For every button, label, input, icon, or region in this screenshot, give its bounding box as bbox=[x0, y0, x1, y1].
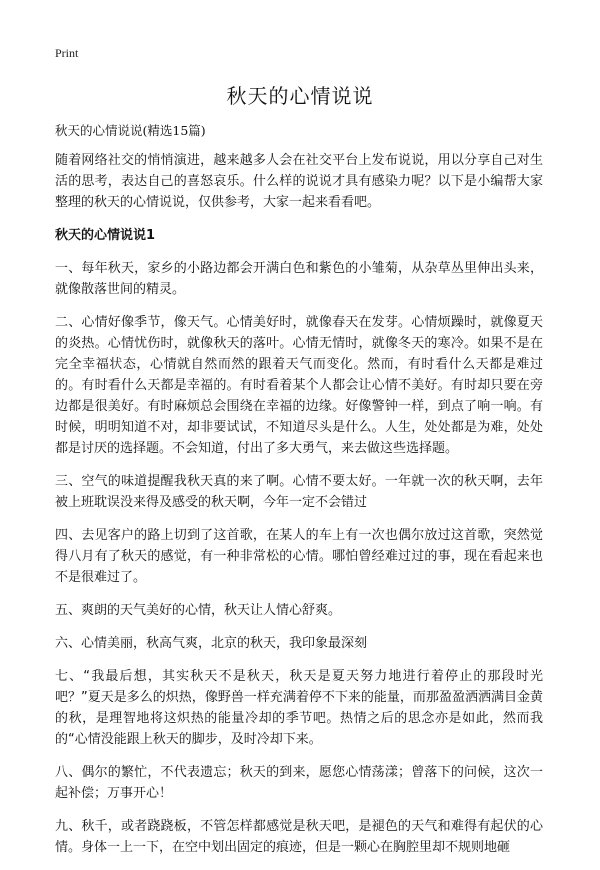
paragraph-1: 一、每年秋天，家乡的小路边都会开满白色和紫色的小雏菊，从杂草丛里伸出头来，就像散落世间的精灵。 bbox=[55, 261, 543, 297]
print-link[interactable]: Print bbox=[55, 46, 79, 60]
paragraph-7: 七、“我最后想，其实秋天不是秋天，秋天是夏天努力地进行着停止的那段时光吧？”夏天是多么的炽热，像野兽一样充满着停不下来的能量，而那盈盈洒洒满目金黄的秋，是理智地将这炽热的能量冷却的季节吧。热情之后的思念亦是如此，然而我的“心情没能跟上秋天的脚步，及时冷却下来。 bbox=[55, 669, 543, 747]
intro-paragraph: 随着网络社交的悄悄演进，越来越多人会在社交平台上发布说说，用以分享自己对生活的思考，表达自己的喜怒哀乐。什么样的说说才具有感染力呢？以下是小编帮大家整理的秋天的心情说说，仅供参考，大家一起来看看吧。 bbox=[55, 153, 543, 210]
page-title: 秋天的心情说说 bbox=[226, 84, 374, 108]
paragraph-6: 六、心情美丽，秋高气爽，北京的秋天，我印象最深刻 bbox=[55, 636, 368, 651]
paragraph-8: 八、偶尔的繁忙，不代表遗忘；秋天的到来，愿您心情荡漾；曾落下的问候，这次一起补偿；万事开心！ bbox=[55, 765, 543, 801]
paragraph-2: 二、心情好像季节，像天气。心情美好时，就像春天在发芽。心情烦躁时，就像夏天的炎热。心情忧伤时，就像秋天的落叶。心情无情时，就像冬天的寒冷。如果不是在完全幸福状态，心情就自然而然的跟着天气而变化。然而，有时看什么天都是难过的。有时看什么天都是幸福的。有时看着某个人都会让心情不美好。有时却只要在旁边都是很美好。有时麻烦总会围绕在幸福的边缘。好像警钟一样，到点了响一响。有时候，明明知道不对，却非要试试，不知道尽头是什么。人生，处处都是为难，处处都是讨厌的选择题。不会知道，付出了多大勇气，来去做这些选择题。 bbox=[55, 315, 543, 456]
paragraph-4: 四、去见客户的路上切到了这首歌，在某人的车上有一次也偶尔放过这首歌，突然觉得八月有了秋天的感觉，有一种非常松的心情。哪怕曾经难过过的事，现在看起来也不是很难过了。 bbox=[55, 528, 543, 585]
article-subtitle: 秋天的心情说说(精选15篇) bbox=[55, 123, 206, 138]
paragraph-3: 三、空气的味道提醒我秋天真的来了啊。心情不要太好。一年就一次的秋天啊，去年被上班耽误没来得及感受的秋天啊，今年一定不会错过 bbox=[55, 474, 543, 510]
paragraph-5: 五、爽朗的天气美好的心情，秋天让人情心舒爽。 bbox=[55, 603, 342, 618]
article-body bbox=[55, 120, 543, 870]
section-heading: 秋天的心情说说1 bbox=[55, 228, 156, 243]
paragraph-9: 九、秋千，或者跷跷板，不管怎样都感觉是秋天吧，是褪色的天气和难得有起伏的心情。身体一上一下，在空中划出固定的痕迹，但是一颗心在胸腔里却不规则地砸 bbox=[55, 819, 543, 855]
